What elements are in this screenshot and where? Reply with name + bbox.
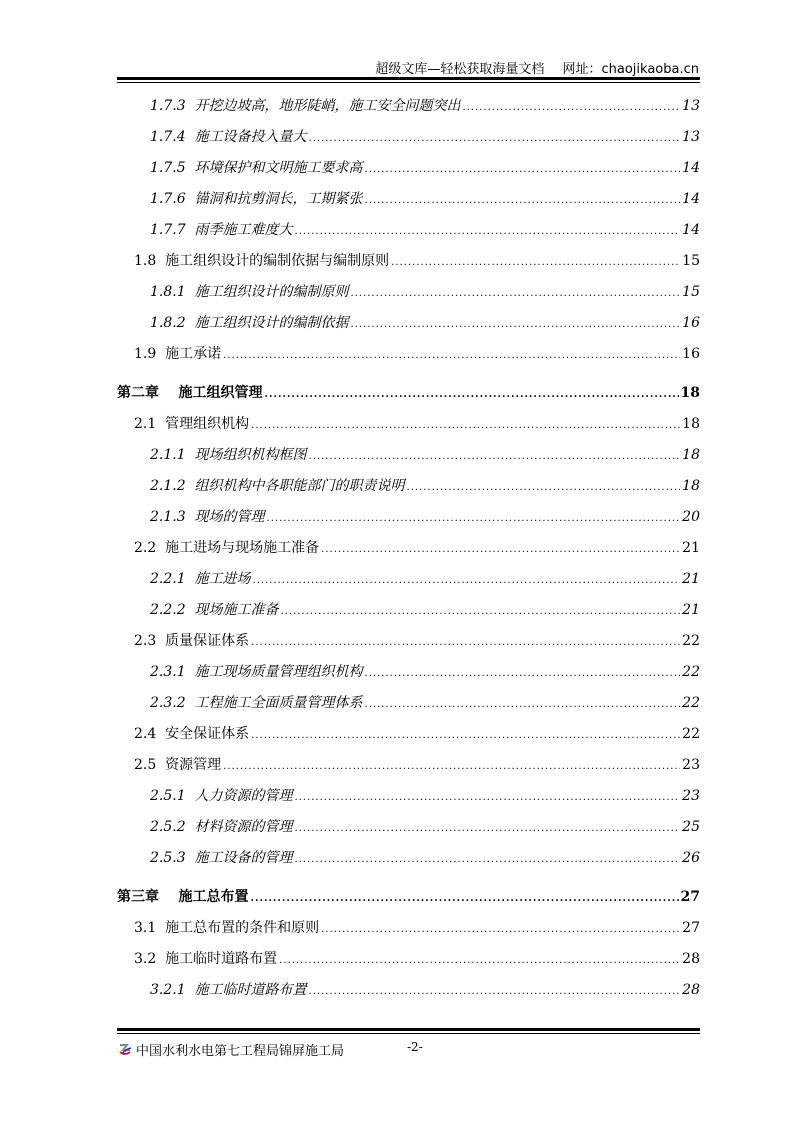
toc-entry[interactable] bbox=[117, 123, 700, 154]
toc-entry-label bbox=[150, 844, 293, 872]
toc-entry[interactable] bbox=[117, 813, 700, 844]
toc-entry-page: 23 bbox=[682, 757, 700, 773]
toc-entry-number: 2.5 bbox=[134, 757, 157, 773]
toc-entry-number: 2.3 bbox=[134, 633, 157, 649]
toc-entry-page: 20 bbox=[682, 509, 700, 525]
toc-entry-label bbox=[150, 472, 405, 500]
toc-entry[interactable] bbox=[117, 309, 700, 340]
toc-entry-label bbox=[150, 596, 279, 624]
toc-entry[interactable] bbox=[117, 976, 700, 1007]
toc-entry-number: 3.2 bbox=[134, 951, 157, 967]
toc-entry-number: 1.7.3 bbox=[150, 98, 186, 114]
toc-entry[interactable] bbox=[117, 720, 700, 751]
toc-leader-dots bbox=[309, 978, 681, 1006]
toc-entry-page: 27 bbox=[680, 889, 700, 905]
toc-entry-title: 管理组织机构 bbox=[165, 416, 250, 432]
toc-leader-dots bbox=[321, 536, 680, 564]
toc-entry-label bbox=[134, 751, 221, 779]
toc-entry-label bbox=[150, 441, 307, 469]
toc-entry[interactable] bbox=[117, 247, 700, 278]
toc-entry-number: 2.2.2 bbox=[150, 602, 186, 618]
toc-entry-page: 23 bbox=[682, 788, 700, 804]
page-number: -2- bbox=[407, 1040, 423, 1054]
toc-entry-page: 13 bbox=[682, 98, 700, 114]
toc-entry-number: 1.7.5 bbox=[150, 160, 186, 176]
toc-leader-dots bbox=[295, 784, 681, 812]
toc-leader-dots bbox=[407, 474, 681, 502]
toc-entry-title: 施工进场与现场施工准备 bbox=[165, 540, 320, 556]
toc-entry[interactable] bbox=[117, 472, 700, 503]
toc-entry[interactable] bbox=[117, 844, 700, 875]
toc-entry-number: 1.8 bbox=[134, 253, 157, 269]
toc-entry-label bbox=[134, 627, 249, 655]
toc-entry-page: 21 bbox=[682, 540, 700, 556]
toc-entry-number: 2.4 bbox=[134, 726, 157, 742]
header-rule-thin bbox=[117, 82, 700, 83]
toc-entry-page: 15 bbox=[682, 253, 700, 269]
table-of-contents bbox=[117, 92, 700, 1007]
toc-entry[interactable] bbox=[117, 565, 700, 596]
toc-entry-page: 13 bbox=[682, 129, 700, 145]
toc-entry[interactable] bbox=[117, 596, 700, 627]
toc-entry-title: 资源管理 bbox=[165, 757, 222, 773]
footer-rule-thick bbox=[117, 1028, 700, 1031]
toc-leader-dots bbox=[365, 187, 681, 215]
toc-leader-dots bbox=[251, 629, 680, 657]
toc-entry[interactable] bbox=[117, 92, 700, 123]
toc-entry-page: 21 bbox=[682, 571, 700, 587]
toc-entry-title: 安全保证体系 bbox=[165, 726, 250, 742]
toc-leader-dots bbox=[351, 280, 681, 308]
toc-entry-title: 组织机构中各职能部门的职责说明 bbox=[194, 478, 405, 494]
toc-entry-label bbox=[150, 185, 363, 213]
toc-entry-page: 14 bbox=[682, 191, 700, 207]
toc-leader-dots bbox=[351, 311, 681, 339]
toc-entry-page: 28 bbox=[682, 982, 700, 998]
toc-entry-page: 22 bbox=[682, 664, 700, 680]
header-rule-thick bbox=[117, 77, 700, 80]
toc-leader-dots bbox=[365, 691, 681, 719]
toc-entry-label bbox=[117, 371, 263, 415]
toc-entry-label bbox=[150, 976, 307, 1004]
toc-entry[interactable] bbox=[117, 371, 700, 410]
toc-entry[interactable] bbox=[117, 534, 700, 565]
toc-entry-title: 人力资源的管理 bbox=[194, 788, 293, 804]
toc-entry-number: 3.2.1 bbox=[150, 982, 186, 998]
toc-entry[interactable] bbox=[117, 689, 700, 720]
toc-entry-page: 15 bbox=[682, 284, 700, 300]
toc-entry-title: 施工进场 bbox=[194, 571, 251, 587]
toc-entry-number: 2.1.2 bbox=[150, 478, 186, 494]
page-footer bbox=[117, 1040, 423, 1059]
toc-entry-label bbox=[134, 340, 221, 368]
toc-entry-page: 18 bbox=[680, 385, 700, 401]
toc-entry-title: 施工总布置 bbox=[178, 889, 249, 905]
toc-entry[interactable] bbox=[117, 782, 700, 813]
toc-entry-page: 22 bbox=[682, 633, 700, 649]
toc-entry-title: 施工组织设计的编制依据 bbox=[194, 315, 349, 331]
toc-entry-title: 质量保证体系 bbox=[165, 633, 250, 649]
toc-entry-title: 施工承诺 bbox=[165, 346, 222, 362]
toc-leader-dots bbox=[365, 156, 681, 184]
toc-entry-label bbox=[134, 945, 277, 973]
toc-entry-title: 施工组织设计的编制原则 bbox=[194, 284, 349, 300]
toc-entry-label bbox=[150, 216, 293, 244]
toc-entry-title: 锚洞和抗剪洞长，工期紧张 bbox=[194, 191, 363, 207]
toc-entry-title: 施工设备的管理 bbox=[194, 850, 293, 866]
toc-leader-dots bbox=[253, 567, 681, 595]
toc-entry-title: 施工现场质量管理组织机构 bbox=[194, 664, 363, 680]
toc-entry-number: 2.5.3 bbox=[150, 850, 186, 866]
toc-leader-dots bbox=[391, 249, 680, 277]
toc-leader-dots bbox=[295, 218, 681, 246]
toc-leader-dots bbox=[295, 815, 681, 843]
toc-entry-page: 18 bbox=[682, 478, 700, 494]
toc-entry-page: 22 bbox=[682, 726, 700, 742]
toc-leader-dots bbox=[265, 373, 679, 417]
toc-entry-number: 2.1.1 bbox=[150, 447, 186, 463]
header-website: 网址：chaojikaoba.cn bbox=[562, 62, 699, 77]
toc-entry[interactable] bbox=[117, 751, 700, 782]
toc-leader-dots bbox=[309, 443, 681, 471]
toc-entry[interactable] bbox=[117, 340, 700, 371]
company-logo-icon bbox=[117, 1043, 133, 1057]
toc-leader-dots bbox=[251, 412, 680, 440]
toc-entry-number: 1.9 bbox=[134, 346, 157, 362]
toc-leader-dots bbox=[295, 846, 681, 874]
toc-entry-number: 2.1.3 bbox=[150, 509, 186, 525]
toc-entry-label bbox=[117, 875, 249, 919]
toc-entry-title: 开挖边坡高，地形陡峭，施工安全问题突出 bbox=[194, 98, 461, 114]
toc-entry-label bbox=[134, 720, 249, 748]
toc-entry-title: 雨季施工难度大 bbox=[194, 222, 293, 238]
toc-entry-title: 施工设备投入量大 bbox=[194, 129, 307, 145]
footer-organization: 中国水利水电第七工程局锦屏施工局 bbox=[136, 1044, 345, 1059]
toc-leader-dots bbox=[251, 722, 680, 750]
toc-entry-page: 18 bbox=[682, 447, 700, 463]
toc-entry-number: 1.8.2 bbox=[150, 315, 186, 331]
toc-leader-dots bbox=[267, 505, 681, 533]
footer-rule-thin bbox=[117, 1033, 700, 1034]
toc-entry-page: 28 bbox=[682, 951, 700, 967]
toc-leader-dots bbox=[365, 660, 681, 688]
toc-entry[interactable] bbox=[117, 945, 700, 976]
toc-entry-number: 第二章 bbox=[117, 385, 159, 401]
toc-entry-number: 1.7.6 bbox=[150, 191, 186, 207]
toc-leader-dots bbox=[463, 94, 681, 122]
toc-leader-dots bbox=[321, 916, 680, 944]
header-title: 超级文库—轻松获取海量文档 bbox=[375, 62, 545, 77]
toc-entry-label bbox=[134, 914, 319, 942]
toc-entry-number: 2.2 bbox=[134, 540, 157, 556]
toc-leader-dots bbox=[223, 753, 680, 781]
toc-entry-number: 1.8.1 bbox=[150, 284, 186, 300]
toc-entry-label bbox=[134, 410, 249, 438]
toc-entry[interactable] bbox=[117, 410, 700, 441]
toc-entry-label bbox=[150, 813, 293, 841]
toc-entry-page: 26 bbox=[682, 850, 700, 866]
toc-leader-dots bbox=[281, 598, 681, 626]
toc-entry-page: 22 bbox=[682, 695, 700, 711]
toc-leader-dots bbox=[223, 342, 680, 370]
toc-entry-page: 25 bbox=[682, 819, 700, 835]
toc-entry-number: 3.1 bbox=[134, 920, 157, 936]
toc-entry-page: 16 bbox=[682, 346, 700, 362]
toc-entry-label bbox=[150, 689, 363, 717]
toc-entry-title: 环境保护和文明施工要求高 bbox=[194, 160, 363, 176]
toc-entry-title: 材料资源的管理 bbox=[194, 819, 293, 835]
toc-entry[interactable] bbox=[117, 503, 700, 534]
toc-entry-page: 14 bbox=[682, 160, 700, 176]
toc-entry-page: 21 bbox=[682, 602, 700, 618]
toc-entry-label bbox=[150, 309, 349, 337]
toc-entry-number: 2.1 bbox=[134, 416, 157, 432]
toc-entry-number: 2.5.1 bbox=[150, 788, 186, 804]
toc-entry-label bbox=[134, 534, 319, 562]
toc-entry-page: 16 bbox=[682, 315, 700, 331]
toc-entry-title: 施工临时道路布置 bbox=[165, 951, 278, 967]
toc-entry-label bbox=[150, 565, 251, 593]
toc-entry-title: 现场组织机构框图 bbox=[194, 447, 307, 463]
toc-entry-number: 第三章 bbox=[117, 889, 159, 905]
toc-entry[interactable] bbox=[117, 627, 700, 658]
toc-entry[interactable] bbox=[117, 914, 700, 945]
toc-entry-number: 1.7.4 bbox=[150, 129, 186, 145]
toc-entry-label bbox=[150, 278, 349, 306]
toc-entry-title: 施工临时道路布置 bbox=[194, 982, 307, 998]
toc-entry-label bbox=[150, 782, 293, 810]
toc-entry-page: 18 bbox=[682, 416, 700, 432]
toc-entry-page: 14 bbox=[682, 222, 700, 238]
toc-entry-label bbox=[150, 658, 363, 686]
toc-entry-number: 2.2.1 bbox=[150, 571, 186, 587]
toc-entry[interactable] bbox=[117, 185, 700, 216]
toc-entry[interactable] bbox=[117, 441, 700, 472]
toc-entry-page: 27 bbox=[682, 920, 700, 936]
toc-entry-label bbox=[150, 92, 461, 120]
toc-entry-number: 2.3.2 bbox=[150, 695, 186, 711]
toc-entry-label bbox=[150, 503, 265, 531]
toc-entry[interactable] bbox=[117, 154, 700, 185]
toc-entry-number: 2.5.2 bbox=[150, 819, 186, 835]
toc-entry-title: 施工组织设计的编制依据与编制原则 bbox=[165, 253, 390, 269]
page-header bbox=[117, 58, 699, 77]
toc-entry-title: 现场施工准备 bbox=[194, 602, 279, 618]
toc-entry[interactable] bbox=[117, 875, 700, 914]
toc-entry-title: 施工总布置的条件和原则 bbox=[165, 920, 320, 936]
toc-leader-dots bbox=[279, 947, 680, 975]
toc-entry[interactable] bbox=[117, 216, 700, 247]
toc-entry-label bbox=[134, 247, 389, 275]
toc-entry-number: 2.3.1 bbox=[150, 664, 186, 680]
toc-leader-dots bbox=[309, 125, 681, 153]
toc-entry-number: 1.7.7 bbox=[150, 222, 186, 238]
toc-entry-label bbox=[150, 154, 363, 182]
toc-entry-title: 现场的管理 bbox=[194, 509, 265, 525]
toc-entry-label bbox=[150, 123, 307, 151]
toc-entry[interactable] bbox=[117, 278, 700, 309]
toc-entry[interactable] bbox=[117, 658, 700, 689]
toc-entry-title: 工程施工全面质量管理体系 bbox=[194, 695, 363, 711]
toc-entry-title: 施工组织管理 bbox=[178, 385, 263, 401]
